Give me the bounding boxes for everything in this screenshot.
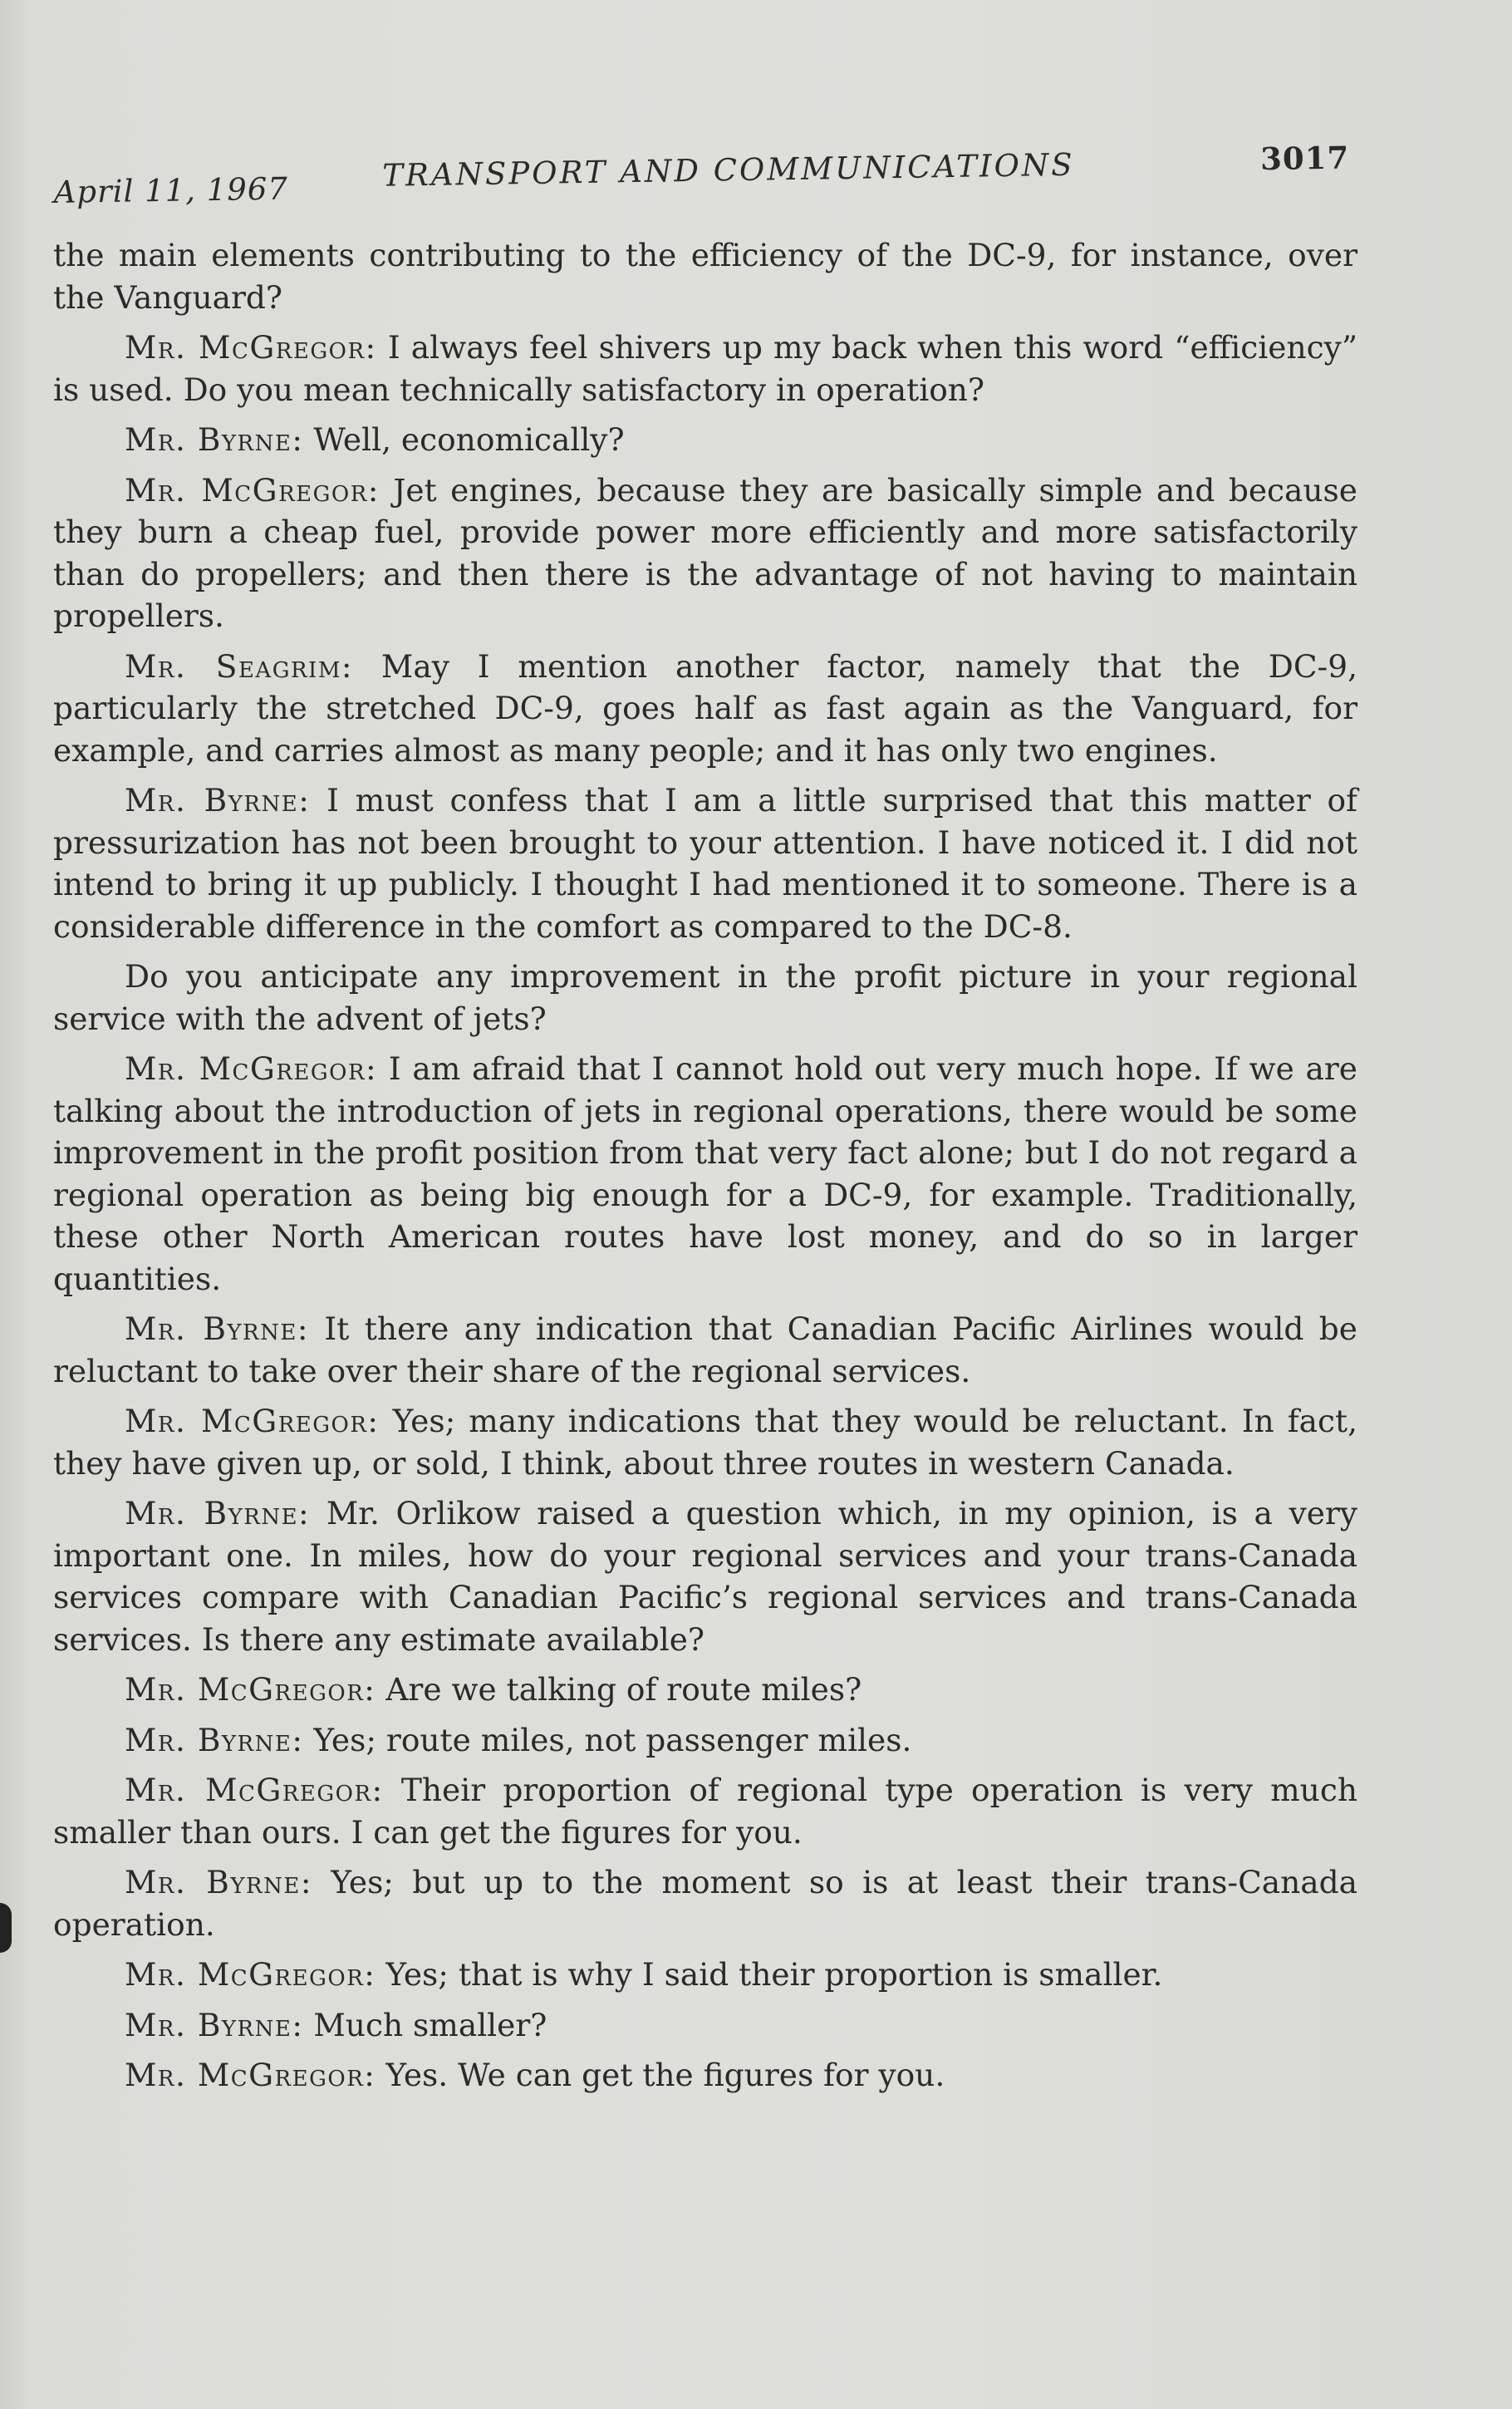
speaker-name: Mr. McGregor:: [125, 329, 377, 366]
speaker-name: Mr. Seagrim:: [125, 647, 354, 685]
paragraph: [53, 646, 1357, 772]
paragraph-text: Yes; but up to the moment so is at least their trans-Canada operation.: [53, 1864, 1357, 1943]
binding-shadow: [0, 1903, 12, 1953]
paragraph: [53, 1048, 1357, 1300]
paragraph: [53, 956, 1357, 1040]
paragraph: [53, 2054, 1357, 2097]
paragraph-text: Yes; many indications that they would be reluctant. In fact, they have given up, or sold, I think, about three routes in western Canada.: [53, 1403, 1357, 1482]
paragraph: [53, 327, 1357, 411]
speaker-name: Mr. Byrne:: [125, 1310, 309, 1347]
paragraph: [53, 1492, 1357, 1660]
paragraph: [53, 234, 1357, 318]
speaker-name: Mr. McGregor:: [125, 1403, 380, 1439]
speaker-name: Mr. McGregor:: [125, 1772, 384, 1808]
paragraph: [53, 1769, 1357, 1853]
paragraph-text: Yes; route miles, not passenger miles.: [303, 1721, 912, 1758]
paragraph: [53, 419, 1357, 461]
header-date: April 11, 1967: [53, 170, 289, 210]
paragraph-text: I must confess that I am a little surprised that this matter of pressurization has not been brought to your attention. I have noticed it. I did not intend to bring it up publicly. I thought I had mentioned it to someone. There is a considerable difference in the comfort as compared to the DC-8.: [53, 782, 1357, 945]
paragraph: [53, 1719, 1357, 1762]
paragraph: [53, 1400, 1357, 1484]
speaker-name: Mr. Byrne:: [125, 1721, 304, 1758]
paragraph: [53, 2004, 1357, 2047]
paragraph-text: It there any indication that Canadian Pacific Airlines would be reluctant to take over their share of the regional services.: [53, 1310, 1357, 1389]
paragraph: [53, 1954, 1357, 1996]
speaker-name: Mr. Byrne:: [125, 2006, 304, 2043]
paragraph-text: the main elements contributing to the efficiency of the DC-9, for instance, over the Vanguard?: [53, 237, 1357, 316]
speaker-name: Mr. McGregor:: [125, 2057, 376, 2093]
paragraph-text: Jet engines, because they are basically simple and because they burn a cheap fuel, provide power more efficiently and more satisfactorily than do propellers; and then there is the advantage of not having to maintain propellers.: [53, 471, 1357, 634]
paragraph: [53, 470, 1357, 637]
paragraph-text: Do you anticipate any improvement in the profit picture in your regional service with the advent of jets?: [53, 958, 1357, 1037]
paragraph: [53, 1308, 1357, 1392]
paragraph-text: Are we talking of route miles?: [376, 1671, 862, 1708]
paragraph-text: Mr. Orlikow raised a question which, in my opinion, is a very important one. In miles, how do your regional services and your trans-Canada services compare with Canadian Pacific’s regional services and trans-Canada services. Is there any estimate available?: [53, 1495, 1357, 1658]
speaker-name: Mr. Byrne:: [125, 1495, 311, 1531]
header-title: TRANSPORT AND COMMUNICATIONS: [382, 146, 1075, 194]
paragraph: [53, 779, 1357, 947]
speaker-name: Mr. McGregor:: [125, 1956, 376, 1993]
speaker-name: Mr. McGregor:: [125, 471, 380, 509]
paragraph-text: I always feel shivers up my back when this word “efficiency” is used. Do you mean technically satisfactory in operation?: [53, 329, 1357, 408]
paragraph-text: Well, economically?: [303, 421, 625, 458]
paragraph: [53, 1669, 1357, 1711]
running-header: [53, 139, 1350, 209]
transcript-body: [53, 234, 1357, 2105]
speaker-name: Mr. McGregor:: [125, 1671, 376, 1708]
speaker-name: Mr. Byrne:: [125, 1864, 312, 1900]
paragraph-text: Much smaller?: [303, 2006, 547, 2043]
paragraph: [53, 1861, 1357, 1945]
paragraph-text: Yes; that is why I said their proportion is smaller.: [376, 1956, 1163, 1993]
page-number: 3017: [1259, 139, 1350, 178]
paragraph-text: I am afraid that I cannot hold out very much hope. If we are talking about the introduction of jets in regional operations, there would be some improvement in the profit position from that very fact alone; but I do not regard a regional operation as being big enough for a DC-9, for example. Traditionally, these other North American routes have lost money, and do so in larger quantities.: [53, 1050, 1357, 1297]
paragraph-text: Yes. We can get the figures for you.: [376, 2057, 945, 2093]
speaker-name: Mr. McGregor:: [125, 1050, 378, 1087]
paragraph-text: Their proportion of regional type operation is very much smaller than ours. I can get the figures for you.: [53, 1772, 1357, 1851]
speaker-name: Mr. Byrne:: [125, 782, 311, 819]
speaker-name: Mr. Byrne:: [125, 421, 304, 458]
paragraph-text: May I mention another factor, namely that the DC-9, particularly the stretched DC-9, goes half as fast again as the Vanguard, for example, and carries almost as many people; and it has only two engines.: [53, 647, 1357, 769]
